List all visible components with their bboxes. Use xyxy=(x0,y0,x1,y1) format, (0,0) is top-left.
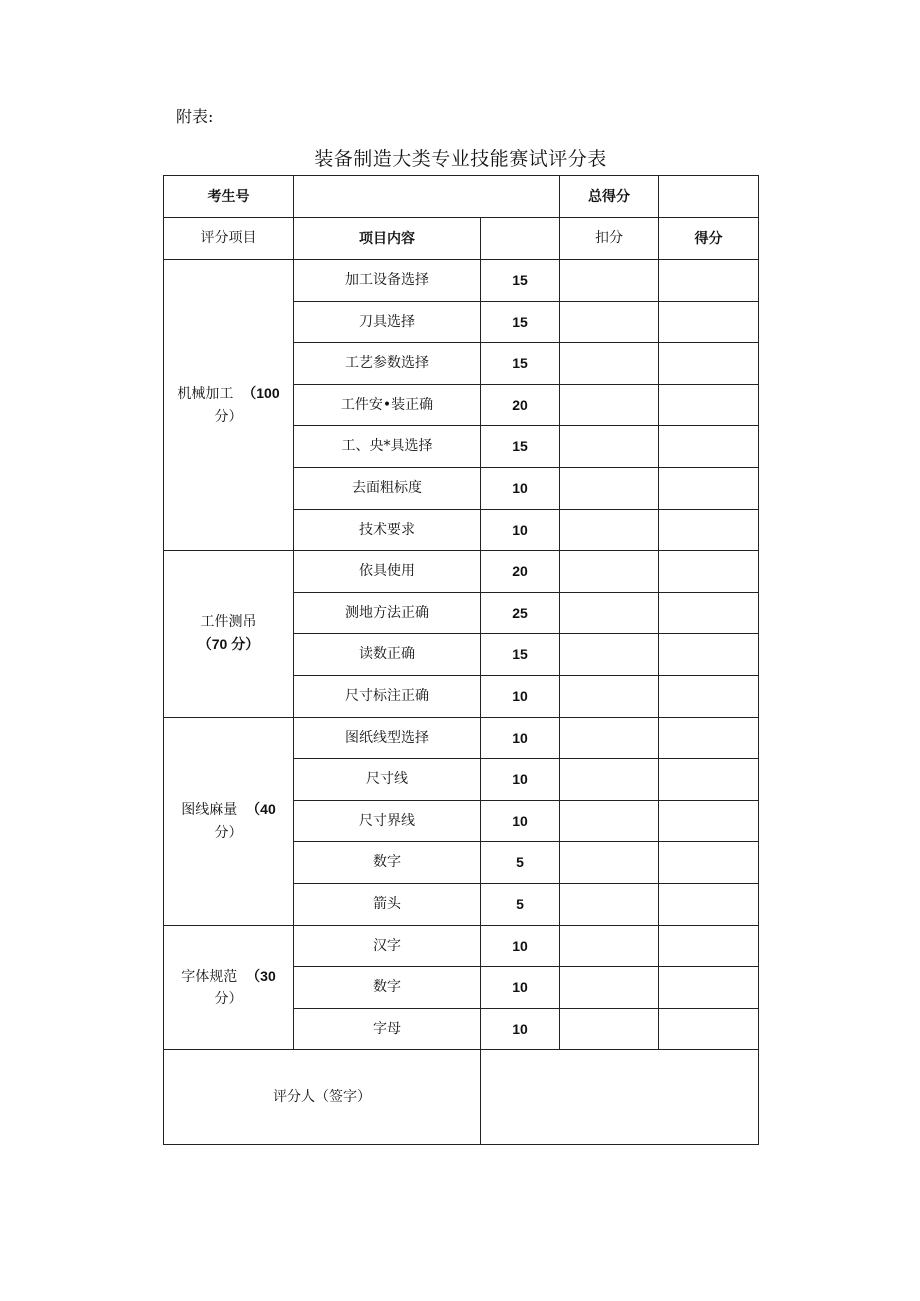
item-points: 25 xyxy=(481,592,560,634)
item-content: 技术要求 xyxy=(294,509,481,551)
signature-row xyxy=(164,1050,759,1145)
deduction-cell[interactable] xyxy=(560,592,659,634)
score-cell[interactable] xyxy=(659,883,759,925)
score-cell[interactable] xyxy=(659,301,759,343)
item-points: 20 xyxy=(481,551,560,593)
category-column-header: 评分项目 xyxy=(164,218,294,260)
score-cell[interactable] xyxy=(659,1008,759,1050)
category-cell xyxy=(164,260,294,551)
appendix-label: 附表: xyxy=(176,107,214,126)
item-points: 10 xyxy=(481,925,560,967)
score-column-header: 得分 xyxy=(659,218,759,260)
item-content: 依具使用 xyxy=(294,551,481,593)
deduction-cell[interactable] xyxy=(560,260,659,302)
sections-body xyxy=(164,260,759,1050)
deduction-cell[interactable] xyxy=(560,925,659,967)
candidate-no-label: 考生号 xyxy=(164,176,294,218)
score-cell[interactable] xyxy=(659,842,759,884)
item-content: 工艺参数选择 xyxy=(294,343,481,385)
category-title xyxy=(164,382,293,405)
score-item-row xyxy=(164,551,759,593)
item-content: 去面粗标度 xyxy=(294,467,481,509)
item-content: 读数正确 xyxy=(294,634,481,676)
item-points: 10 xyxy=(481,717,560,759)
item-content: 加工设备选择 xyxy=(294,260,481,302)
item-content: 图纸线型选择 xyxy=(294,717,481,759)
score-item-row xyxy=(164,260,759,302)
category-unit: 分） xyxy=(214,408,243,425)
signature-label: 评分人（签字） xyxy=(164,1050,481,1145)
category-points: （30 xyxy=(246,967,276,984)
deduction-cell[interactable] xyxy=(560,509,659,551)
item-points: 10 xyxy=(481,759,560,801)
item-points: 10 xyxy=(481,1008,560,1050)
item-content: 工件安•装正确 xyxy=(294,384,481,426)
category-name: 工件测吊 xyxy=(200,613,257,630)
signature-field[interactable] xyxy=(481,1050,759,1145)
item-content: 字母 xyxy=(294,1008,481,1050)
category-title xyxy=(164,611,293,633)
item-content: 刀具选择 xyxy=(294,301,481,343)
item-points: 10 xyxy=(481,800,560,842)
score-cell[interactable] xyxy=(659,925,759,967)
item-points: 15 xyxy=(481,426,560,468)
category-name: 机械加工 xyxy=(177,386,234,403)
score-cell[interactable] xyxy=(659,426,759,468)
score-cell[interactable] xyxy=(659,551,759,593)
content-column-header: 项目内容 xyxy=(294,218,481,260)
item-content: 数字 xyxy=(294,967,481,1009)
item-points: 5 xyxy=(481,842,560,884)
deduction-cell[interactable] xyxy=(560,675,659,717)
total-score-field[interactable] xyxy=(659,176,759,218)
score-cell[interactable] xyxy=(659,967,759,1009)
item-content: 尺寸界线 xyxy=(294,800,481,842)
item-content: 测地方法正确 xyxy=(294,592,481,634)
deduction-cell[interactable] xyxy=(560,467,659,509)
page-title: 装备制造大类专业技能赛试评分表 xyxy=(314,148,607,170)
deduction-cell[interactable] xyxy=(560,967,659,1009)
item-points: 10 xyxy=(481,509,560,551)
item-points: 10 xyxy=(481,967,560,1009)
category-points: （100 xyxy=(242,385,280,402)
deduction-cell[interactable] xyxy=(560,717,659,759)
score-item-row xyxy=(164,717,759,759)
category-name: 图线麻量 xyxy=(181,802,238,819)
item-points: 15 xyxy=(481,634,560,676)
score-item-row xyxy=(164,925,759,967)
candidate-no-field[interactable] xyxy=(294,176,560,218)
category-points: （40 xyxy=(246,801,276,818)
item-points: 10 xyxy=(481,467,560,509)
deduction-cell[interactable] xyxy=(560,301,659,343)
deduction-cell[interactable] xyxy=(560,634,659,676)
score-cell[interactable] xyxy=(659,384,759,426)
item-points: 15 xyxy=(481,301,560,343)
item-content: 尺寸线 xyxy=(294,759,481,801)
deduction-cell[interactable] xyxy=(560,800,659,842)
score-cell[interactable] xyxy=(659,717,759,759)
header-row-columns xyxy=(164,218,759,260)
category-cell xyxy=(164,551,294,717)
deduction-cell[interactable] xyxy=(560,1008,659,1050)
item-content: 工、央*具选择 xyxy=(294,426,481,468)
deduction-column-header: 扣分 xyxy=(560,218,659,260)
score-cell[interactable] xyxy=(659,634,759,676)
category-unit: 分） xyxy=(214,824,243,841)
score-cell[interactable] xyxy=(659,509,759,551)
score-cell[interactable] xyxy=(659,343,759,385)
category-points: （70 分） xyxy=(197,636,260,653)
score-cell[interactable] xyxy=(659,759,759,801)
score-cell[interactable] xyxy=(659,800,759,842)
item-points: 15 xyxy=(481,260,560,302)
category-cell xyxy=(164,925,294,1050)
item-content: 汉字 xyxy=(294,925,481,967)
category-title xyxy=(164,798,293,821)
item-points: 20 xyxy=(481,384,560,426)
scoring-table xyxy=(163,175,759,1145)
header-row-candidate xyxy=(164,176,759,218)
score-cell[interactable] xyxy=(659,467,759,509)
total-score-label: 总得分 xyxy=(560,176,659,218)
score-cell[interactable] xyxy=(659,260,759,302)
item-points: 15 xyxy=(481,343,560,385)
deduction-cell[interactable] xyxy=(560,842,659,884)
points-column-header xyxy=(481,218,560,260)
item-content: 箭头 xyxy=(294,883,481,925)
deduction-cell[interactable] xyxy=(560,426,659,468)
category-unit: 分） xyxy=(214,990,243,1007)
item-points: 10 xyxy=(481,675,560,717)
category-name: 字体规范 xyxy=(181,968,238,985)
item-content: 数字 xyxy=(294,842,481,884)
deduction-cell[interactable] xyxy=(560,343,659,385)
deduction-cell[interactable] xyxy=(560,384,659,426)
item-content: 尺寸标注正确 xyxy=(294,675,481,717)
category-cell xyxy=(164,717,294,925)
score-cell[interactable] xyxy=(659,675,759,717)
item-points: 5 xyxy=(481,883,560,925)
score-cell[interactable] xyxy=(659,592,759,634)
deduction-cell[interactable] xyxy=(560,883,659,925)
deduction-cell[interactable] xyxy=(560,551,659,593)
deduction-cell[interactable] xyxy=(560,759,659,801)
category-title xyxy=(164,965,293,988)
